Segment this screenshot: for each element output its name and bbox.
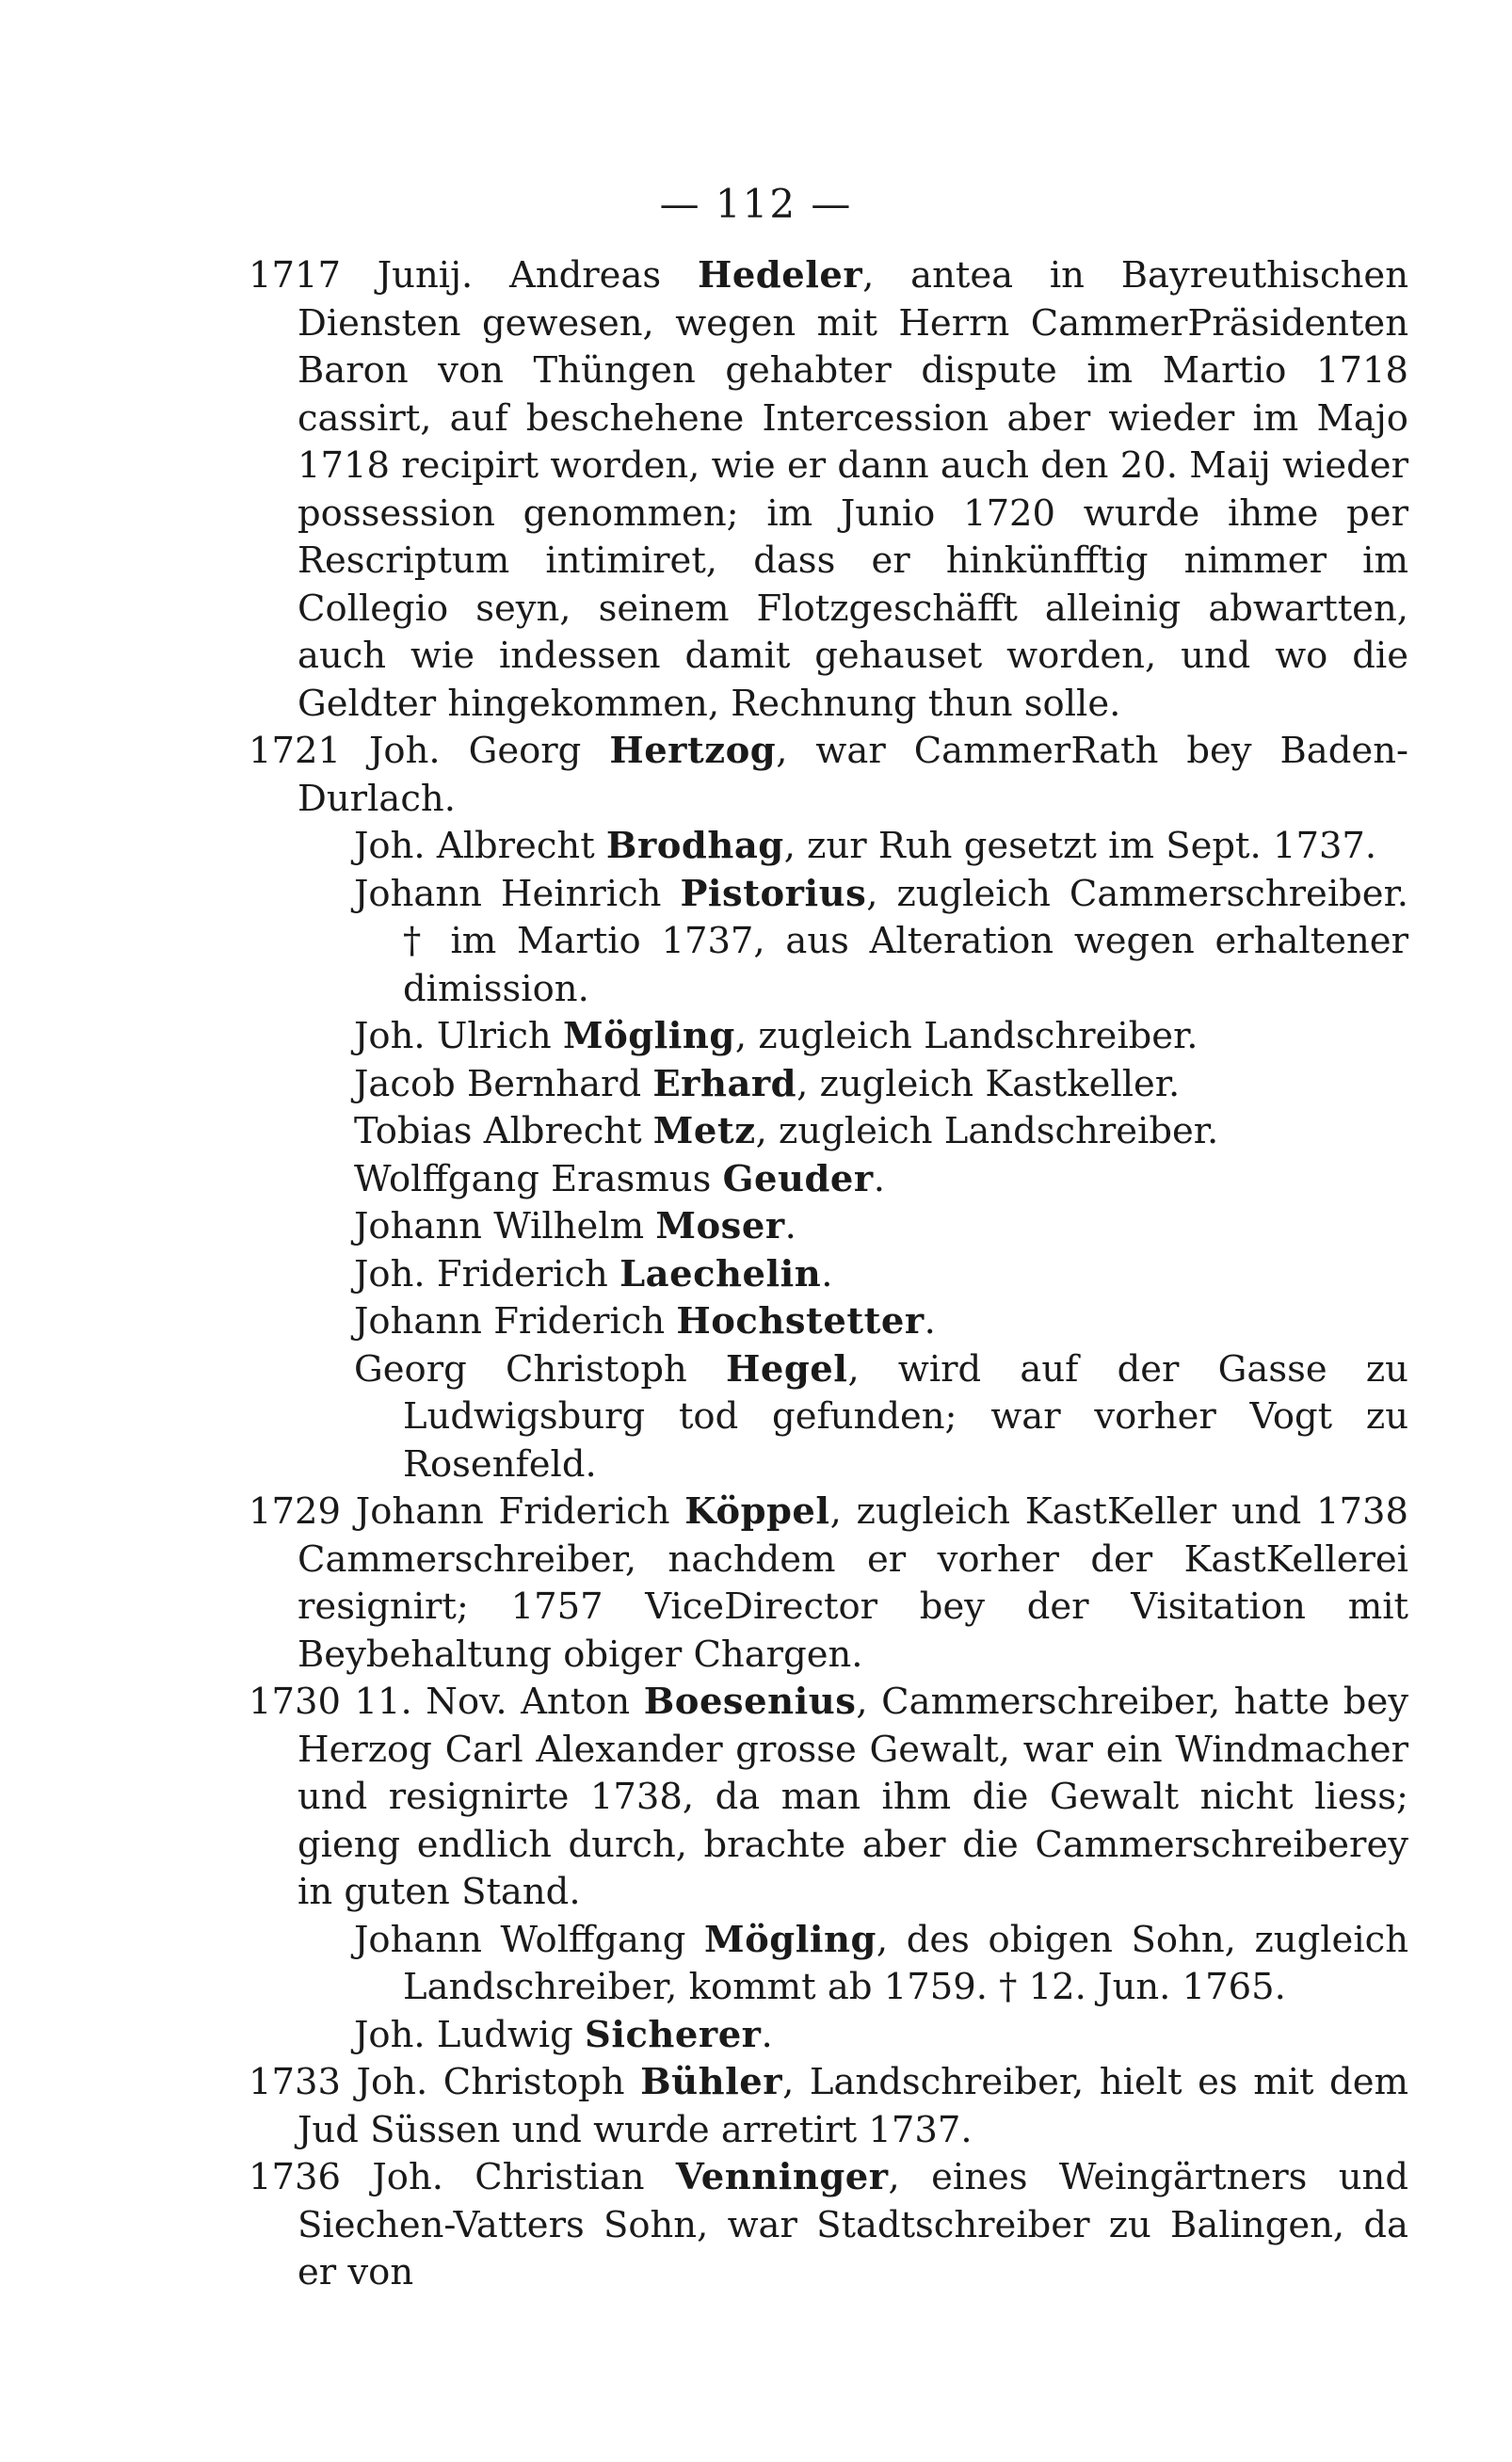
entry-surname: Bühler [640, 2061, 783, 2103]
entry-text-pre: Johann Heinrich [354, 872, 681, 915]
entry-text-pre: Joh. Friderich [354, 1252, 620, 1295]
entry-text-post: , zugleich Landschreiber. [734, 1015, 1198, 1057]
entry-text-post: , antea in Bayreuthischen Diensten gewesen, wegen mit Herrn CammerPräsidenten Baron von Thüngen gehabter dispute im Martio 1718 cassirt, auf beschehene Intercession aber wieder im Majo 1718 recipirt worden, wie er dann auch den 20. Maij wieder possession genommen; im Junio 1720 wurde ihme per Rescriptum intimiret, dass er hinkünfftig nimmer im Collegio seyn, seinem Flotzgeschäfft alleinig abwartten, auch wie indessen damit gehauset worden, und wo die Geldter hingekommen, Rechnung thun solle. [298, 254, 1408, 725]
sub-entry-metz [354, 1108, 1408, 1156]
entry-surname: Hegel [726, 1347, 848, 1391]
entry-surname: Sicherer [585, 2013, 762, 2056]
entry-surname: Pistorius [680, 872, 867, 915]
entry-text-pre: Johann Friderich [355, 1490, 685, 1533]
sub-entry-moser [354, 1203, 1408, 1251]
entry-surname: Brodhag [605, 825, 784, 867]
entry-text-pre: 11. Nov. Anton [354, 1681, 644, 1723]
entry-text-pre: Tobias Albrecht [354, 1110, 653, 1152]
entry-text-post: , Cammerschreiber, hatte bey Herzog Carl Alexander grosse Gewalt, war ein Windmacher und resignirte 1738, da man ihm die Gewalt nicht liess; gieng endlich durch, brachte aber die Cammerschreiberey in guten Stand. [298, 1681, 1408, 1913]
entry-1730 [249, 1679, 1408, 1917]
entry-surname: Erhard [652, 1062, 797, 1105]
entry-text-post: , wird auf der Gasse zu Ludwigsburg tod gefunden; war vorher Vogt zu Rosenfeld. [403, 1347, 1408, 1486]
entry-text-pre: Joh. Ulrich [354, 1015, 563, 1057]
entry-surname: Mögling [562, 1015, 735, 1057]
sub-entry-geuder [354, 1156, 1408, 1204]
entry-surname: Moser [655, 1205, 785, 1247]
entry-surname: Metz [652, 1110, 756, 1152]
sub-entry-laechelin [354, 1251, 1408, 1299]
sub-entry-brodhag [354, 823, 1408, 871]
entry-text-post: , zugleich Cammerschreiber. † im Martio 1737, aus Alteration wegen erhaltener dimission. [403, 872, 1408, 1010]
entry-1729 [249, 1488, 1408, 1679]
entry-text-post: , war CammerRath bey Baden-Durlach. [298, 730, 1408, 820]
entry-year: 1736 [249, 2156, 341, 2198]
entry-text-post: . [784, 1205, 796, 1247]
entry-text-pre: Joh. Albrecht [354, 825, 606, 867]
page-number: — 112 — [659, 181, 853, 227]
entry-surname: Mögling [704, 1918, 877, 1961]
entry-text-pre: Johann Wolffgang [354, 1918, 705, 1961]
entry-surname: Hochstetter [676, 1300, 925, 1343]
entry-year: 1717 [249, 254, 341, 297]
entry-year: 1733 [249, 2061, 341, 2103]
entry-1733 [249, 2059, 1408, 2154]
sub-entry-erhard [354, 1061, 1408, 1109]
entry-text-post: . [761, 2013, 773, 2056]
entry-text-pre: Georg Christoph [354, 1347, 727, 1391]
entry-surname: Köppel [684, 1490, 830, 1533]
entry-text-post: , zugleich Kastkeller. [796, 1062, 1181, 1105]
sub-entry-hegel [354, 1346, 1408, 1489]
page-body [249, 252, 1408, 2297]
entry-text-pre: Jacob Bernhard [354, 1062, 653, 1105]
entry-text-post: . [873, 1157, 885, 1200]
sub-entry-moegling [354, 1013, 1408, 1061]
entry-text-pre: Wolffgang Erasmus [354, 1157, 723, 1200]
entry-surname: Geuder [722, 1157, 874, 1200]
entry-year: 1721 [249, 730, 341, 772]
entry-text-pre: Joh. Ludwig [354, 2013, 586, 2056]
entry-text-pre: Johann Wilhelm [354, 1205, 656, 1247]
entry-text-pre: Joh. Christoph [356, 2061, 641, 2103]
entry-text-post: , des obigen Sohn, zugleich Landschreiber, kommt ab 1759. † 12. Jun. 1765. [403, 1918, 1408, 2008]
entry-text-pre: Johann Friderich [354, 1300, 677, 1343]
entry-text-post: , zugleich KastKeller und 1738 Cammerschreiber, nachdem er vorher der KastKellerei resignirt; 1757 ViceDirector bey der Visitation mit Beybehaltung obiger Chargen. [298, 1490, 1408, 1676]
sub-entry-moegling-son [354, 1917, 1408, 2012]
entry-text-post: , Landschreiber, hielt es mit dem Jud Süssen und wurde arretirt 1737. [298, 2061, 1408, 2151]
entry-surname: Hedeler [697, 254, 863, 297]
sub-entry-pistorius [354, 871, 1408, 1014]
entry-text-post: , eines Weingärtners und Siechen-Vatters Sohn, war Stadtschreiber zu Balingen, da er von [298, 2156, 1408, 2293]
entry-text-pre: Joh. Christian [372, 2156, 676, 2198]
entry-1721 [249, 728, 1408, 823]
entry-text-post: , zur Ruh gesetzt im Sept. 1737. [783, 825, 1377, 867]
entry-1717 [249, 252, 1408, 728]
entry-text-post: . [924, 1300, 936, 1343]
entry-surname: Boesenius [643, 1681, 857, 1723]
entry-1736 [249, 2154, 1408, 2297]
entry-surname: Laechelin [619, 1252, 822, 1295]
entry-surname: Hertzog [609, 730, 777, 772]
entry-year: 1730 [249, 1681, 341, 1723]
entry-year: 1729 [249, 1490, 341, 1533]
entry-text-post: , zugleich Landschreiber. [755, 1110, 1219, 1152]
sub-entry-hochstetter [354, 1298, 1408, 1346]
entry-text-pre: Junij. Andreas [377, 254, 698, 297]
entry-text-pre: Joh. Georg [368, 730, 610, 772]
entry-text-post: . [821, 1252, 833, 1295]
entry-surname: Venninger [675, 2156, 889, 2198]
sub-entry-sicherer [354, 2012, 1408, 2060]
